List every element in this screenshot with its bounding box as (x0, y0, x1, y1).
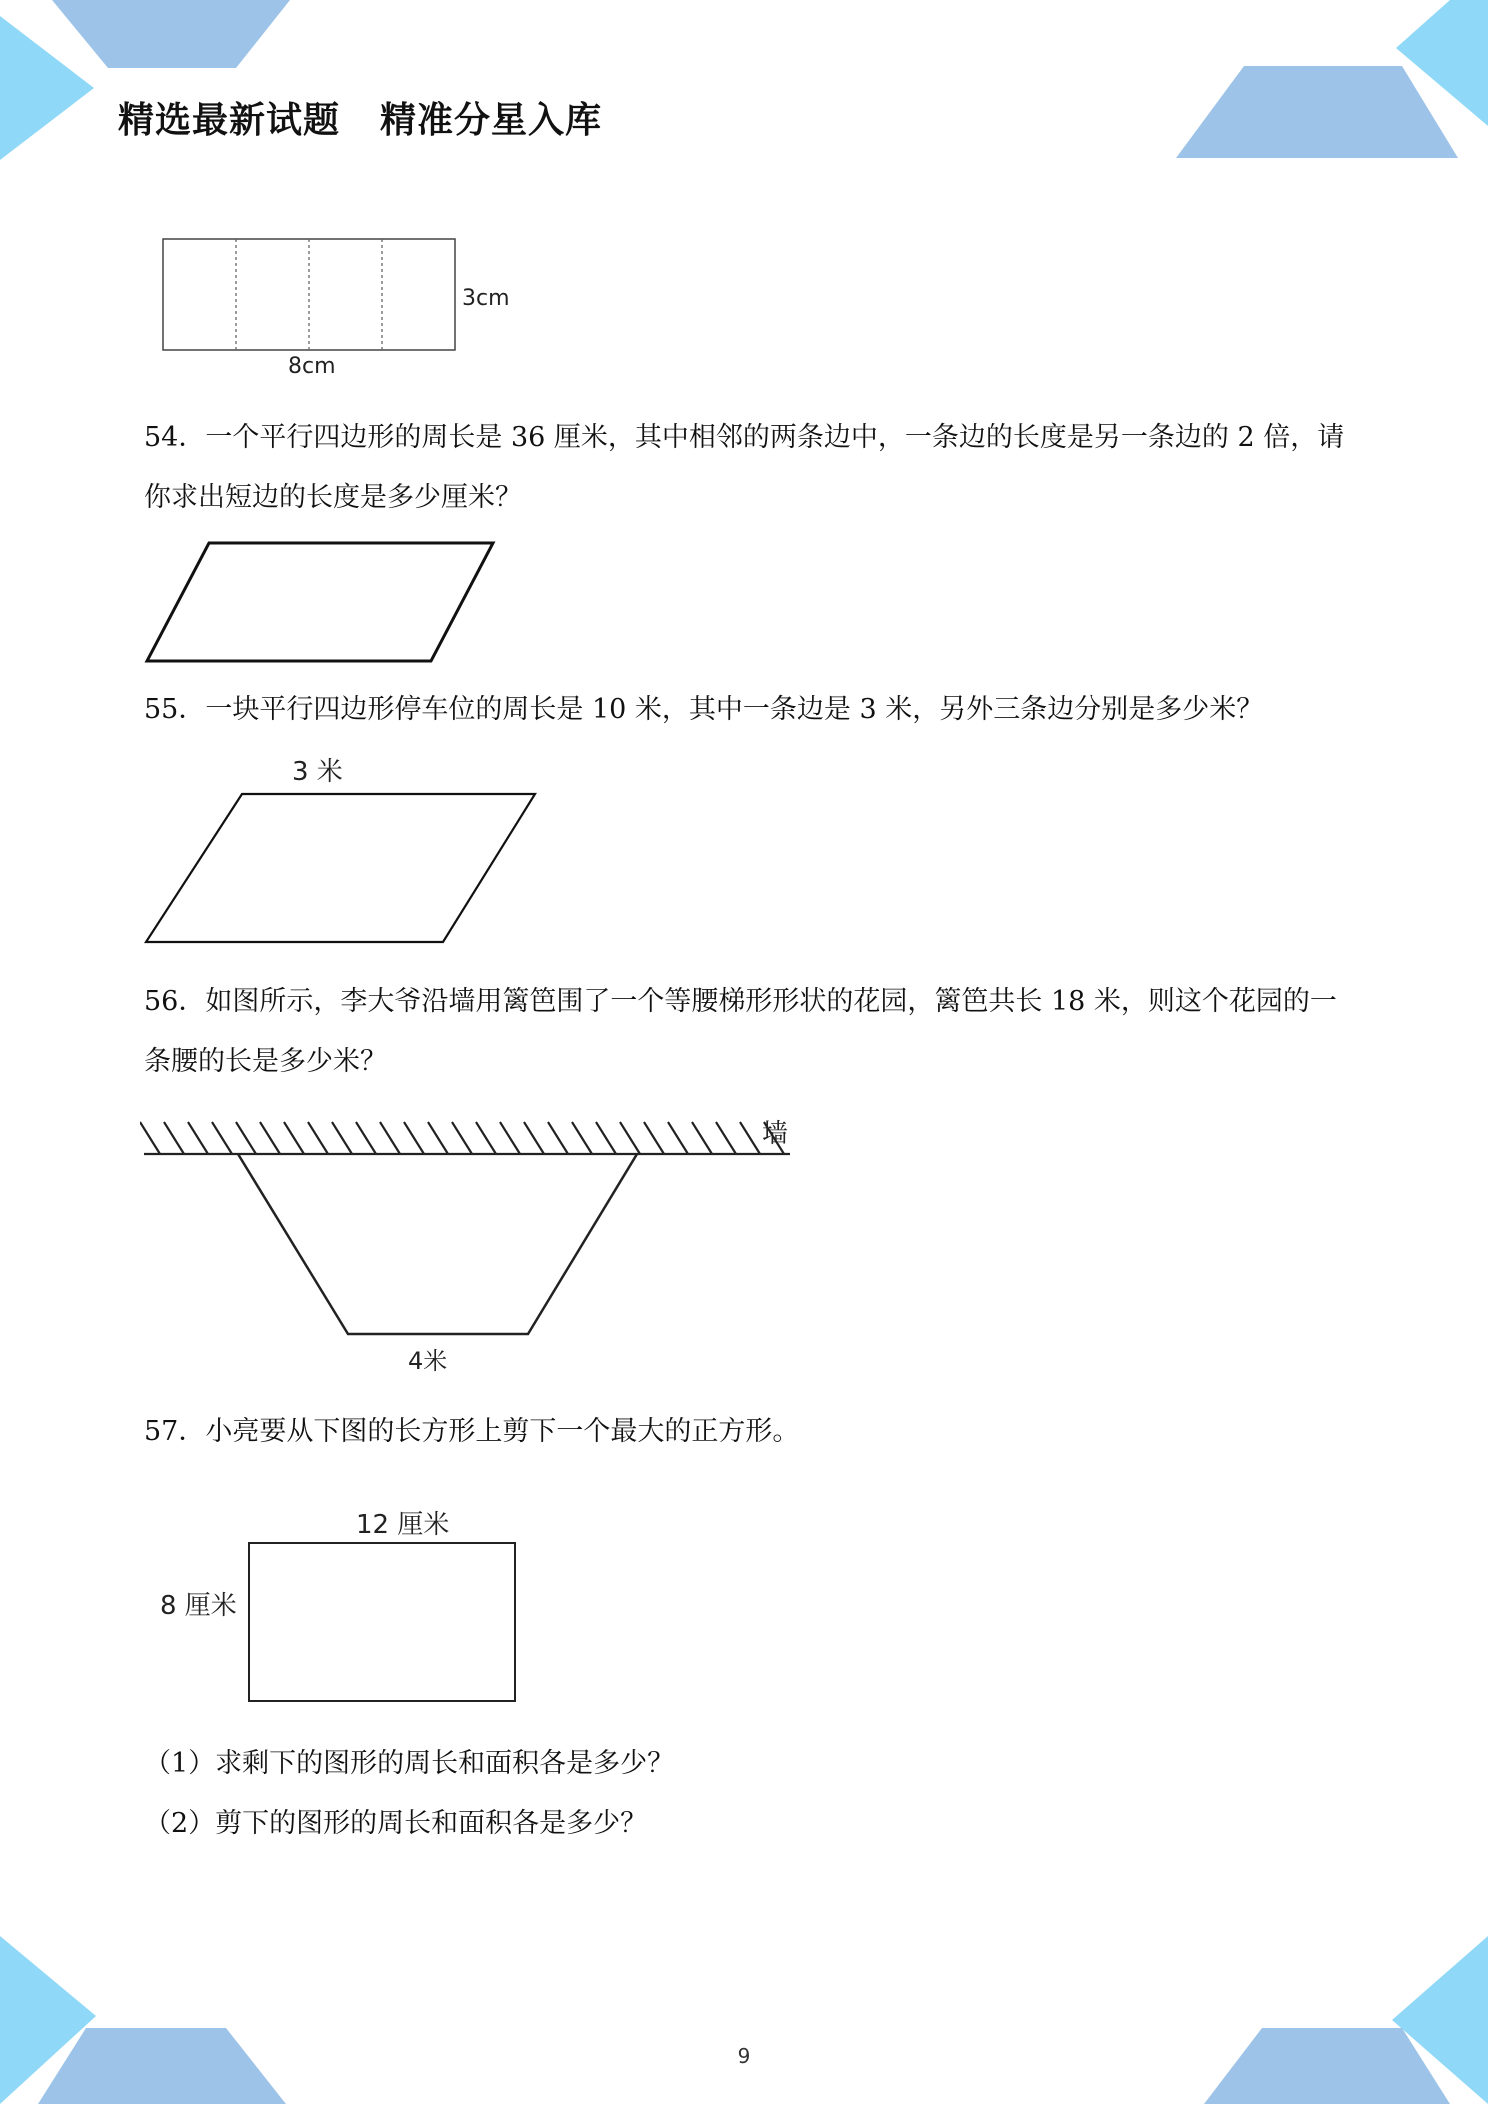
wall-label: 墙 (762, 1119, 789, 1149)
rectangle-strip-figure (150, 230, 530, 380)
trapezoid-bottom-label: 4米 (408, 1347, 448, 1375)
parallelogram-figure-54 (140, 535, 510, 669)
strip-height-label: 3cm (462, 286, 510, 311)
trapezoid-fence (238, 1154, 637, 1334)
parallelogram-figure-55 (140, 750, 550, 950)
question-57-part-1: （1）求剩下的图形的周长和面积各是多少？ (144, 1748, 675, 1779)
question-54: 54．一个平行四边形的周长是 36 厘米，其中相邻的两条边中，一条边的长度是另一条边的 2 倍，请你求出短边的长度是多少厘米？ (144, 422, 1345, 513)
page-number: 9 (737, 2044, 751, 2068)
header-title-left: 精选最新试题 (118, 100, 341, 141)
question-56: 56．如图所示，李大爷沿墙用篱笆围了一个等腰梯形形状的花园，篱笆共长 18 米，则这个花园的一条腰的长是多少米？ (144, 986, 1337, 1077)
header-title (118, 92, 602, 143)
header-title-right: 精准分星入库 (380, 100, 603, 141)
question-55: 55．一块平行四边形停车位的周长是 10 米，其中一条边是 3 米，另外三条边分别是多少米？ (144, 694, 1264, 725)
rectangle-figure-57 (150, 1500, 540, 1710)
rectangle-57-height-label: 8 厘米 (160, 1591, 237, 1621)
parallelogram-55-shape (146, 794, 535, 942)
question-57-part-2: （2）剪下的图形的周长和面积各是多少？ (144, 1808, 648, 1839)
parallelogram-55-top-label: 3 米 (292, 757, 343, 787)
bottom-left-decoration (0, 1936, 286, 2104)
rectangle-57-width-label: 12 厘米 (356, 1510, 450, 1540)
bottom-right-decoration (1204, 1936, 1488, 2104)
top-right-decoration (1176, 0, 1488, 158)
trapezoid-garden-figure (140, 1100, 800, 1380)
question-57: 57．小亮要从下图的长方形上剪下一个最大的正方形。 (144, 1416, 800, 1447)
rectangle-57-shape (249, 1543, 515, 1701)
parallelogram-54-shape (147, 543, 493, 661)
strip-width-label: 8cm (288, 354, 336, 379)
wall (140, 1122, 790, 1154)
